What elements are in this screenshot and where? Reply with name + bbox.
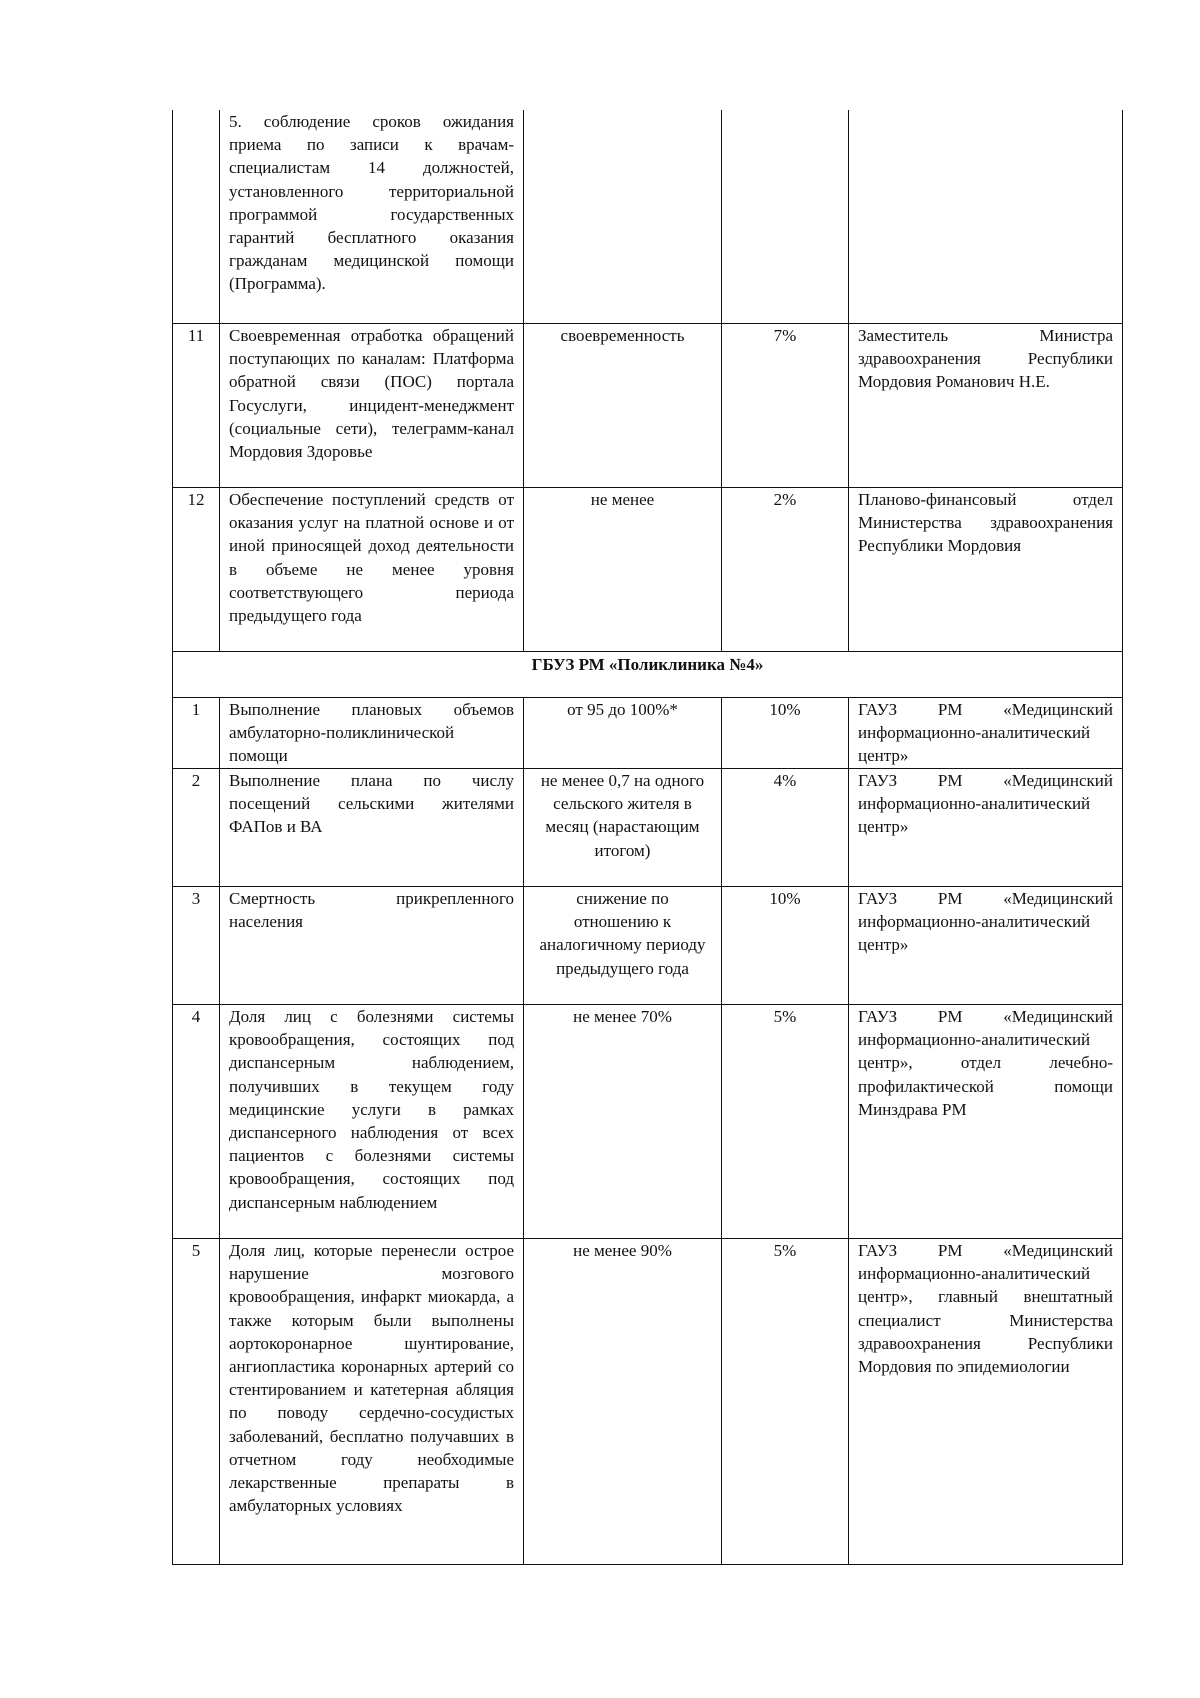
table-row bbox=[173, 698, 1123, 769]
weight-cell: 10% bbox=[722, 698, 849, 769]
table-row bbox=[173, 110, 1123, 324]
row-number-cell: 4 bbox=[173, 1005, 220, 1239]
section-header-row bbox=[173, 652, 1123, 698]
criterion-cell: не менее bbox=[524, 488, 722, 652]
responsible-cell: ГАУЗ РМ «Медицинский информационно-аналитический центр», главный внештатный специалист Министерства здравоохранения Республики Мордовия по эпидемиологии bbox=[849, 1239, 1123, 1565]
table-row bbox=[173, 769, 1123, 887]
weight-cell: 5% bbox=[722, 1005, 849, 1239]
indicator-cell: Своевременная отработка обращений поступающих по каналам: Платформа обратной связи (ПОС) портала Госуслуги, инцидент-менеджмент (социальные сети), телеграмм-канал Мордовия Здоровье bbox=[220, 324, 524, 488]
indicator-cell: Доля лиц, которые перенесли острое нарушение мозгового кровообращения, инфаркт миокарда, а также которым были выполнены аортокоронарное шунтирование, ангиопластика коронарных артерий со стентированием и катетерная абляция по поводу сердечно-сосудистых заболеваний, бесплатно получавших в отчетном году необходимые лекарственные препараты в амбулаторных условиях bbox=[220, 1239, 524, 1565]
criterion-cell: от 95 до 100%* bbox=[524, 698, 722, 769]
row-number-cell: 2 bbox=[173, 769, 220, 887]
indicator-cell: Доля лиц с болезнями системы кровообращения, состоящих под диспансерным наблюдением, получивших в текущем году медицинские услуги в рамках диспансерного наблюдения от всех пациентов с болезнями системы кровообращения, состоящих под диспансерным наблюдением bbox=[220, 1005, 524, 1239]
weight-cell: 4% bbox=[722, 769, 849, 887]
responsible-cell: ГАУЗ РМ «Медицинский информационно-аналитический центр» bbox=[849, 769, 1123, 887]
row-number-cell: 5 bbox=[173, 1239, 220, 1565]
criterion-cell: не менее 90% bbox=[524, 1239, 722, 1565]
table-row bbox=[173, 887, 1123, 1005]
responsible-cell: ГАУЗ РМ «Медицинский информационно-аналитический центр», отдел лечебно-профилактической помощи Минздрава РМ bbox=[849, 1005, 1123, 1239]
responsible-cell: ГАУЗ РМ «Медицинский информационно-аналитический центр» bbox=[849, 887, 1123, 1005]
criterion-cell bbox=[524, 110, 722, 324]
criterion-cell: не менее 70% bbox=[524, 1005, 722, 1239]
indicator-cell: Смертность прикрепленного населения bbox=[220, 887, 524, 1005]
responsible-cell: ГАУЗ РМ «Медицинский информационно-аналитический центр» bbox=[849, 698, 1123, 769]
criterion-cell: не менее 0,7 на одного сельского жителя в месяц (нарастающим итогом) bbox=[524, 769, 722, 887]
indicator-cell: Выполнение плана по числу посещений сельскими жителями ФАПов и ВА bbox=[220, 769, 524, 887]
weight-cell: 7% bbox=[722, 324, 849, 488]
indicators-table bbox=[172, 110, 1123, 1565]
indicator-cell: Выполнение плановых объемов амбулаторно-поликлинической помощи bbox=[220, 698, 524, 769]
table-row bbox=[173, 1005, 1123, 1239]
indicator-cell: Обеспечение поступлений средств от оказания услуг на платной основе и от иной приносящей доход деятельности в объеме не менее уровня соответствующего периода предыдущего года bbox=[220, 488, 524, 652]
criterion-cell: своевременность bbox=[524, 324, 722, 488]
row-number-cell bbox=[173, 110, 220, 324]
table-row bbox=[173, 488, 1123, 652]
criterion-cell: снижение по отношению к аналогичному периоду предыдущего года bbox=[524, 887, 722, 1005]
table-row bbox=[173, 324, 1123, 488]
weight-cell: 2% bbox=[722, 488, 849, 652]
responsible-cell bbox=[849, 110, 1123, 324]
responsible-cell: Заместитель Министра здравоохранения Республики Мордовия Романович Н.Е. bbox=[849, 324, 1123, 488]
weight-cell: 10% bbox=[722, 887, 849, 1005]
row-number-cell: 11 bbox=[173, 324, 220, 488]
responsible-cell: Планово-финансовый отдел Министерства здравоохранения Республики Мордовия bbox=[849, 488, 1123, 652]
row-number-cell: 1 bbox=[173, 698, 220, 769]
row-number-cell: 3 bbox=[173, 887, 220, 1005]
weight-cell: 5% bbox=[722, 1239, 849, 1565]
weight-cell bbox=[722, 110, 849, 324]
table-row bbox=[173, 1239, 1123, 1565]
row-number-cell: 12 bbox=[173, 488, 220, 652]
section-title: ГБУЗ РМ «Поликлиника №4» bbox=[173, 652, 1123, 698]
indicator-cell: 5. соблюдение сроков ожидания приема по записи к врачам-специалистам 14 должностей, установленного территориальной программой государственных гарантий бесплатного оказания гражданам медицинской помощи (Программа). bbox=[220, 110, 524, 324]
